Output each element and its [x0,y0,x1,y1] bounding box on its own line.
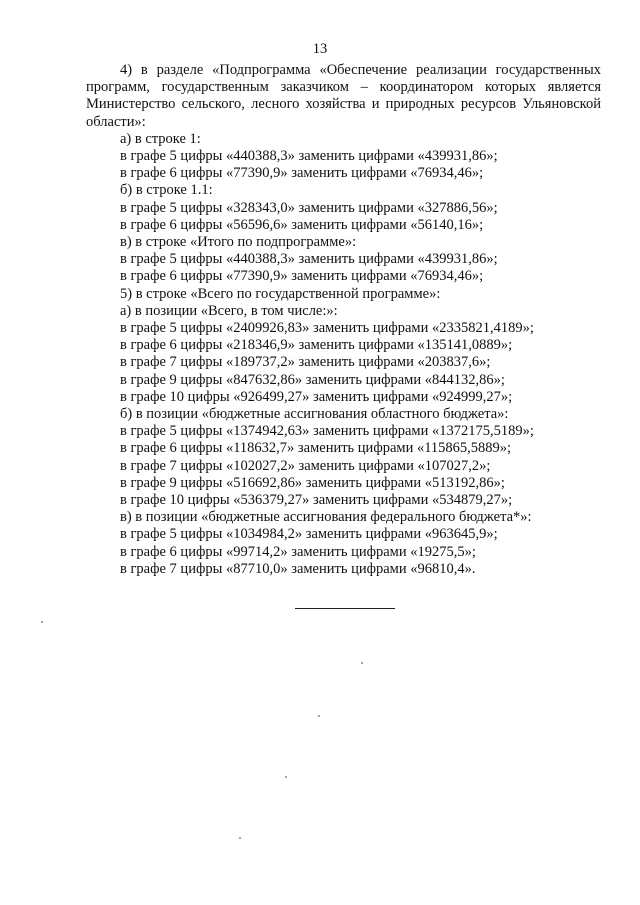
text-line: в) в строке «Итого по подпрограмме»: [120,234,357,251]
text-line: в графе 6 цифры «77390,9» заменить цифрами «76934,46»; [120,165,484,182]
document-body [86,62,601,578]
text-line: в графе 7 цифры «189737,2» заменить цифрами «203837,6»; [120,354,491,371]
scan-speck [285,776,287,778]
text-line: в графе 5 цифры «1374942,63» заменить цифрами «1372175,5189»; [120,423,534,440]
scan-speck [239,837,241,839]
scan-speck [41,621,43,623]
text-line: в графе 6 цифры «56596,6» заменить цифрами «56140,16»; [120,216,484,233]
text-line: в графе 9 цифры «847632,86» заменить цифрами «844132,86»; [120,371,505,388]
text-line: в графе 10 цифры «536379,27» заменить цифрами «534879,27»; [120,492,513,509]
text-line: в графе 5 цифры «2409926,83» заменить цифрами «2335821,4189»; [120,320,534,337]
text-line: в графе 5 цифры «328343,0» заменить цифрами «327886,56»; [120,199,498,216]
text-line: в графе 7 цифры «87710,0» заменить цифрами «96810,4». [120,560,476,577]
text-line: в графе 10 цифры «926499,27» заменить цифрами «924999,27»; [120,388,513,405]
text-line: в графе 7 цифры «102027,2» заменить цифрами «107027,2»; [120,457,491,474]
section-5-heading: 5) в строке «Всего по государственной программе»: [120,285,441,302]
section-4-intro: 4) в разделе «Подпрограмма «Обеспечение реализации государственных программ, государственным заказчиком – координатором которых является Министерство сельского, лесного хозяйства и природных ресурсов Ульяновской области»: [86,62,601,130]
text-line: а) в позиции «Всего, в том числе:»: [120,302,338,319]
text-line: в графе 5 цифры «440388,3» заменить цифрами «439931,86»; [120,148,498,165]
text-line: в) в позиции «бюджетные ассигнования федерального бюджета*»: [120,509,532,526]
text-line: в графе 6 цифры «118632,7» заменить цифрами «115865,5889»; [120,440,512,457]
scan-speck [318,715,320,717]
end-divider [295,608,395,609]
scan-speck [361,662,363,664]
text-line: б) в строке 1.1: [120,182,213,199]
page-number: 13 [312,41,328,57]
text-line: а) в строке 1: [120,130,201,147]
text-line: в графе 6 цифры «77390,9» заменить цифрами «76934,46»; [120,268,484,285]
text-line: б) в позиции «бюджетные ассигнования областного бюджета»: [120,406,509,423]
text-line: в графе 5 цифры «1034984,2» заменить цифрами «963645,9»; [120,526,498,543]
text-line: в графе 6 цифры «99714,2» заменить цифрами «19275,5»; [120,543,476,560]
text-line: в графе 5 цифры «440388,3» заменить цифрами «439931,86»; [120,251,498,268]
text-line: в графе 6 цифры «218346,9» заменить цифрами «135141,0889»; [120,337,513,354]
text-line: в графе 9 цифры «516692,86» заменить цифрами «513192,86»; [120,474,505,491]
